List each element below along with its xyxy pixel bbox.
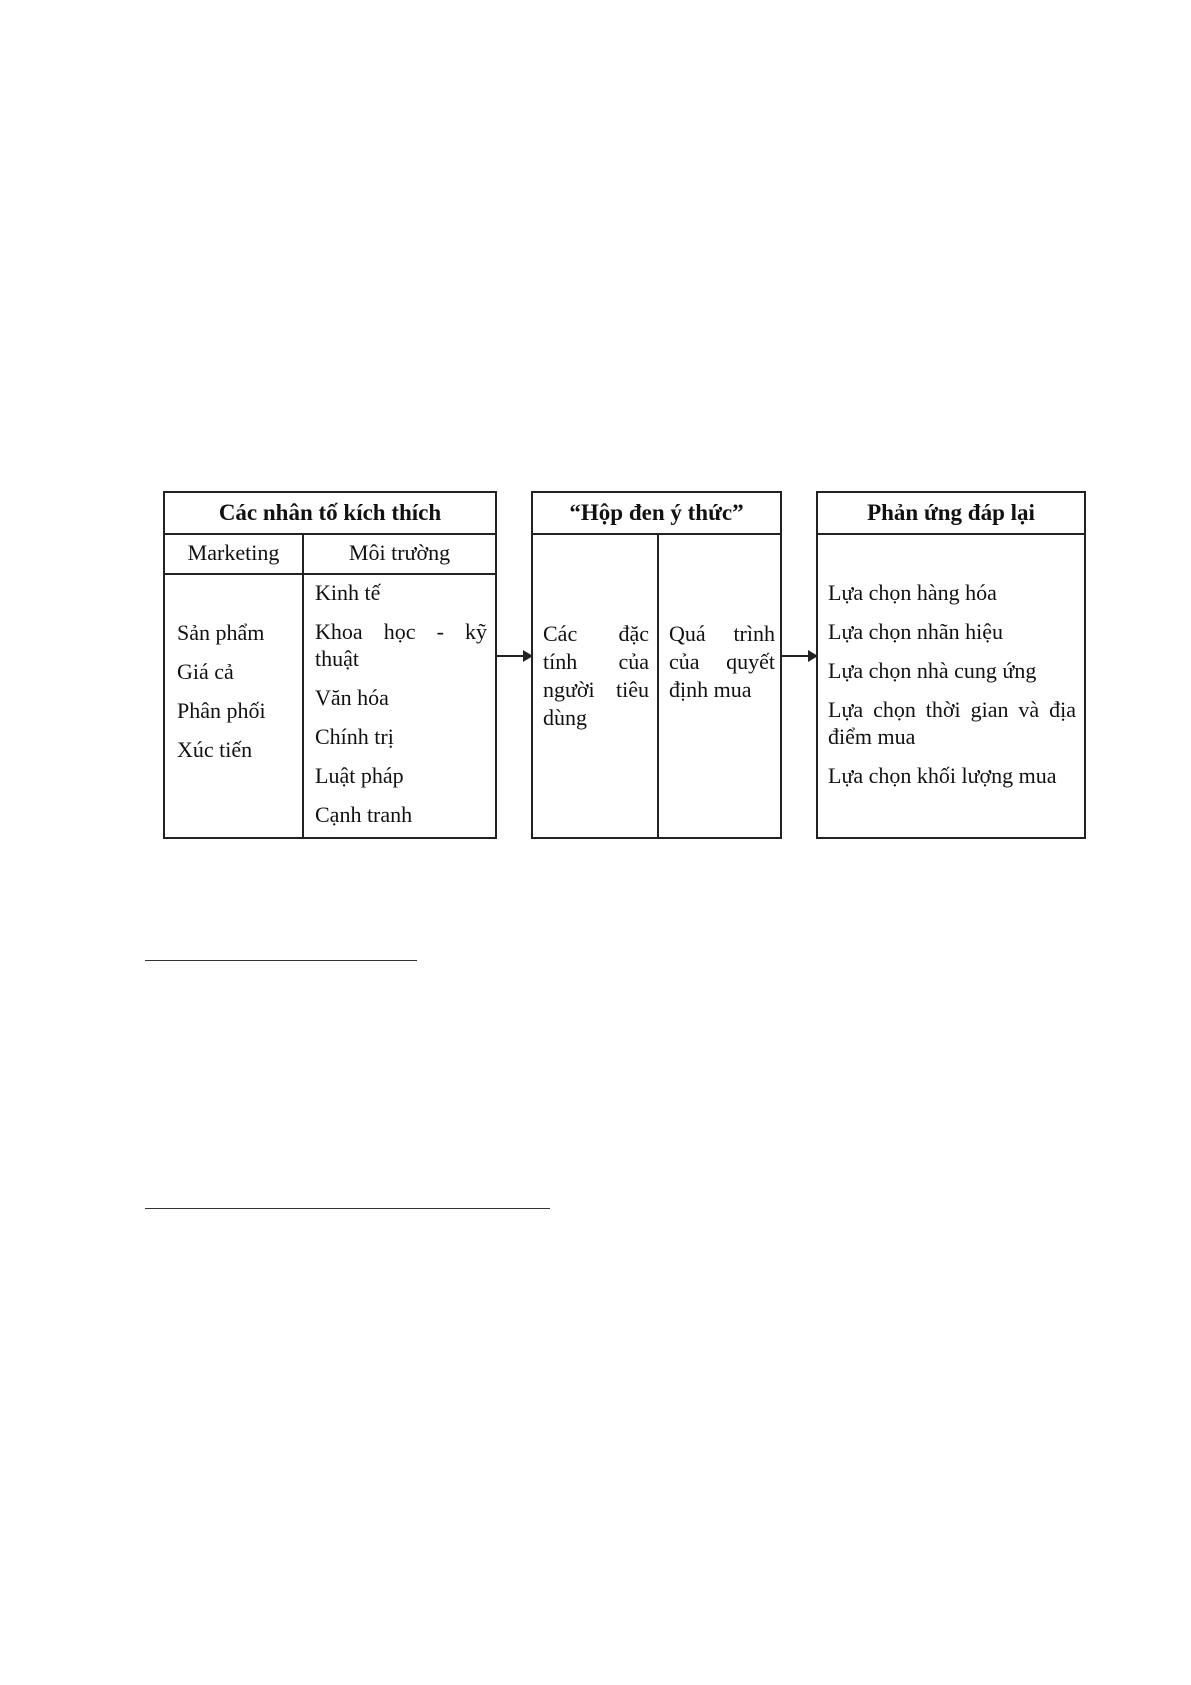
response-item: Lựa chọn hàng hóa <box>828 580 997 605</box>
blackbox-box <box>531 491 782 839</box>
marketing-item: Xúc tiến <box>177 737 253 762</box>
stimuli-title: Các nhân tố kích thích <box>165 493 495 535</box>
response-item: Lựa chọn khối lượng mua <box>828 763 1057 788</box>
purchase-decision-process: Quá trình của quyết định mua <box>669 621 775 702</box>
response-box <box>816 491 1086 839</box>
arrow-stimuli-to-blackbox <box>497 655 531 657</box>
response-title: Phản ứng đáp lại <box>818 493 1084 535</box>
blackbox-title: “Hộp đen ý thức” <box>533 493 780 535</box>
marketing-item: Sản phẩm <box>177 620 265 645</box>
stimuli-box <box>163 491 497 839</box>
marketing-item: Phân phối <box>177 698 266 723</box>
environment-item: Khoa học - kỹ thuật <box>315 619 487 671</box>
consumer-characteristics: Các đặc tính của người tiêu dùng <box>543 621 649 730</box>
environment-item: Văn hóa <box>315 685 389 710</box>
stimuli-column-divider <box>302 573 304 837</box>
horizontal-rule <box>145 1208 550 1209</box>
environment-list <box>315 579 487 840</box>
marketing-header: Marketing <box>165 533 304 575</box>
response-list <box>828 579 1076 801</box>
environment-item: Kinh tế <box>315 580 381 605</box>
environment-header: Môi trường <box>304 533 495 575</box>
marketing-item: Giá cả <box>177 659 234 684</box>
response-item: Lựa chọn nhà cung ứng <box>828 658 1037 683</box>
response-item: Lựa chọn nhãn hiệu <box>828 619 1004 644</box>
horizontal-rule <box>145 960 417 961</box>
environment-item: Chính trị <box>315 724 394 749</box>
blackbox-column-divider <box>657 533 659 837</box>
environment-item: Cạnh tranh <box>315 802 413 827</box>
arrow-blackbox-to-response <box>782 655 816 657</box>
response-item: Lựa chọn thời gian và địa điểm mua <box>828 697 1076 749</box>
environment-item: Luật pháp <box>315 763 404 788</box>
marketing-list <box>177 619 295 775</box>
